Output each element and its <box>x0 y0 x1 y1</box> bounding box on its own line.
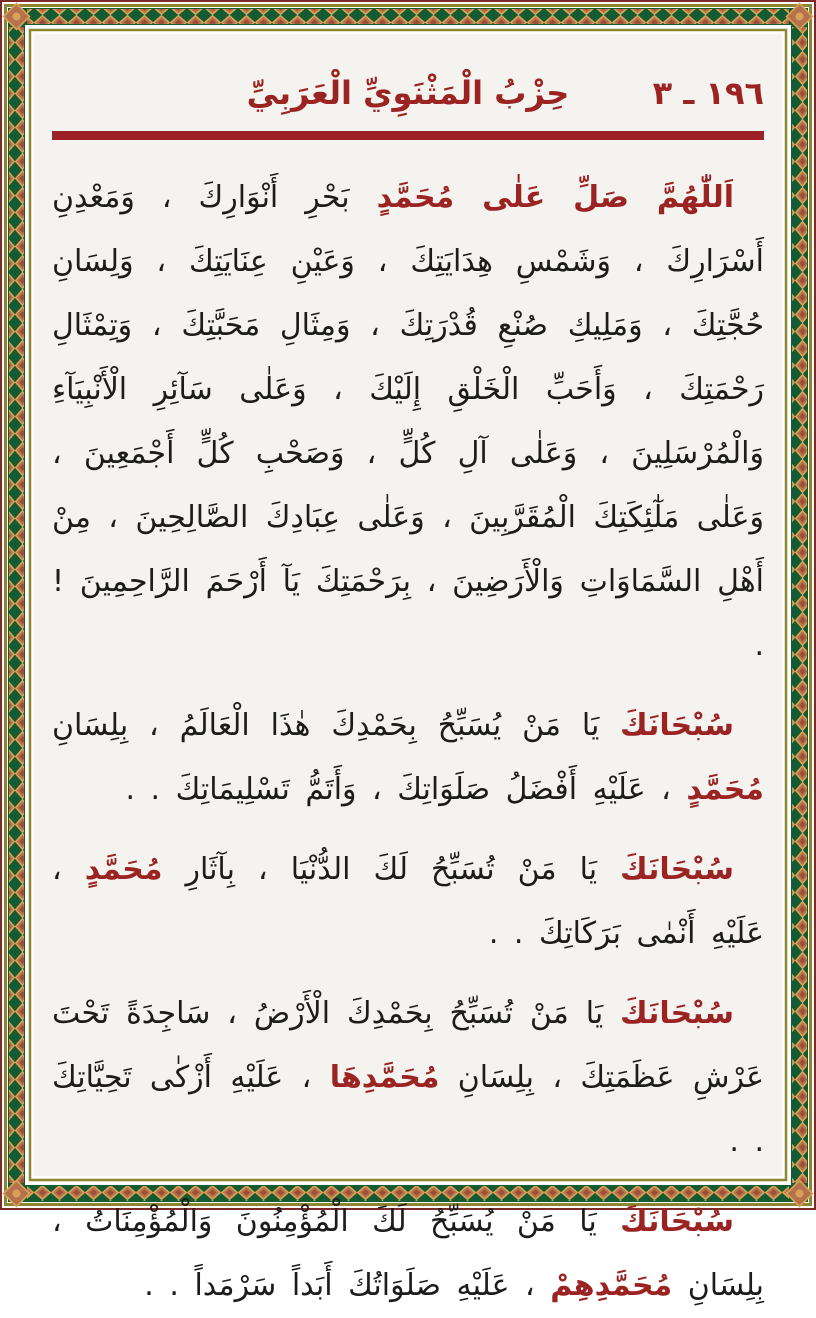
highlighted-phrase: اَللّٰهُمَّ صَلِّ عَلٰى مُحَمَّدٍ <box>376 180 735 215</box>
text-segment: ، عَلَيْهِ صَلَوَاتُكَ أَبَداً سَرْمَداً . . <box>144 1268 551 1303</box>
text-segment: بَحْرِ أَنْوَارِكَ ، وَمَعْدِنِ أَسْرَارِكَ ، وَشَمْسِ هِدَايَتِكَ ، وَعَيْنِ عِنَايَتِكَ ، وَلِسَانِ حُجَّتِكَ ، وَمَلِيكِ صُنْعِ قُدْرَتِكَ ، وَمِثَالِ مَحَبَّتِكَ ، وَتِمْثَالِ رَحْمَتِكَ ، وَأَحَبِّ الْخَلْقِ إِلَيْكَ ، وَعَلٰى سَآئِرِ الْأَنْبِيَآءِ وَالْمُرْسَلِينَ ، وَعَلٰى آلِ كُلٍّ ، وَصَحْبِ كُلٍّ أَجْمَعِينَ ، وَعَلٰى مَلٰٓئِكَتِكَ الْمُقَرَّبِينَ ، وَعَلٰى عِبَادِكَ الصَّالِحِينَ ، مِنْ أَهْلِ السَّمَاوَاتِ وَالْأَرَضِينَ ، بِرَحْمَتِكَ يَآ أَرْحَمَ الرَّاحِمِينَ ! . <box>52 180 764 663</box>
highlighted-phrase: سُبْحَانَكَ <box>620 996 734 1031</box>
highlighted-phrase: سُبْحَانَكَ <box>620 708 734 743</box>
highlighted-phrase: مُحَمَّدِهَا <box>329 1060 440 1095</box>
header-divider <box>52 131 764 140</box>
highlighted-phrase: مُحَمَّدٍ <box>686 772 764 807</box>
prayer-text <box>52 166 764 1318</box>
text-segment: يَا مَنْ يُسَبِّحُ بِحَمْدِكَ هٰذَا الْعَالَمُ ، بِلِسَانِ <box>52 708 621 743</box>
prayer-paragraph <box>52 166 764 678</box>
page-title: حِزْبُ الْمَثْنَوِيِّ الْعَرَبِيِّ <box>246 74 570 112</box>
page-body <box>34 34 782 1303</box>
highlighted-phrase: مُحَمَّدِهِمْ <box>550 1268 673 1303</box>
page-header <box>34 64 782 122</box>
prayer-paragraph <box>52 694 764 822</box>
corner-medallion <box>4 1181 30 1207</box>
corner-medallion <box>4 4 30 30</box>
page-number: ١٩٦ ـ ٣ <box>652 74 764 112</box>
text-segment: يَا مَنْ تُسَبِّحُ لَكَ الدُّنْيَا ، بِآثَارِ <box>162 852 621 887</box>
text-segment: يَا مَنْ تُسَبِّحُ بِحَمْدِكَ الْأَرْضُ ، سَاجِدَةً تَحْتَ عَرْشِ عَظَمَتِكَ ، بِلِسَانِ <box>52 996 764 1095</box>
prayer-paragraph <box>52 838 764 966</box>
highlighted-phrase: سُبْحَانَكَ <box>620 852 734 887</box>
corner-medallion <box>787 4 813 30</box>
corner-medallion <box>787 1181 813 1207</box>
text-segment: ، عَلَيْهِ أَزْكٰى تَحِيَّاتِكَ . . <box>52 1060 764 1159</box>
text-segment: ، عَلَيْهِ أَنْمٰى بَرَكَاتِكَ . . <box>52 852 764 951</box>
prayer-paragraph <box>52 982 764 1174</box>
prayer-paragraph <box>52 1190 764 1318</box>
text-segment: يَا مَنْ يُسَبِّحُ لَكَ الْمُؤْمِنُونَ وَالْمُؤْمِنَاتُ ، بِلِسَانِ <box>52 1204 764 1303</box>
highlighted-phrase: سُبْحَانَكَ <box>620 1204 734 1239</box>
text-segment: ، عَلَيْهِ أَفْضَلُ صَلَوَاتِكَ ، وَأَتَمُّ تَسْلِيمَاتِكَ . . <box>125 772 687 807</box>
highlighted-phrase: مُحَمَّدٍ <box>84 852 163 887</box>
